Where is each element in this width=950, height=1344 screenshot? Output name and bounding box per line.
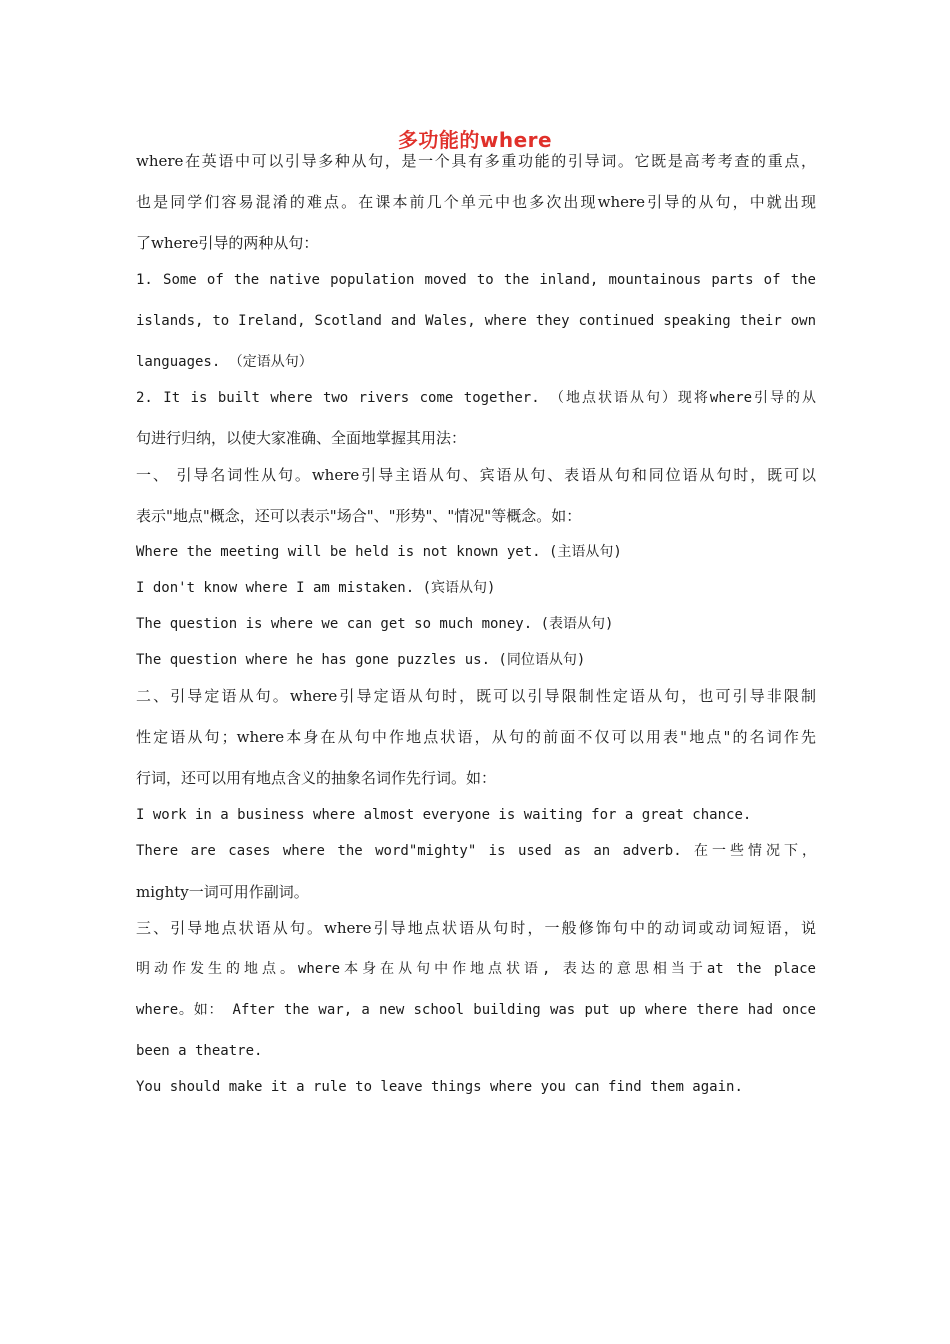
- section3-heading-line-4: been a theatre.: [136, 1043, 263, 1059]
- section1-example-predicative: The question is where we can get so much money. (表语从句): [136, 616, 614, 632]
- section3-heading-line-3: where。如： After the war, a new school building was put up where there had once: [136, 1002, 816, 1018]
- section3-heading-line-2: 明动作发生的地点。where本身在从句中作地点状语, 表达的意思相当于at the place: [136, 961, 816, 977]
- intro-line-2: 也是同学们容易混淆的难点。在课本前几个单元中也多次出现where引导的从句，中就出现: [136, 193, 816, 211]
- section1-example-object: I don't know where I am mistaken. (宾语从句): [136, 580, 496, 596]
- section2-example-2: There are cases where the word"mighty" is used as an adverb. 在一些情况下，: [136, 843, 816, 859]
- section3-example-1: You should make it a rule to leave things where you can find them again.: [136, 1079, 743, 1095]
- example2-line-2: 句进行归纳，以使大家准确、全面地掌握其用法：: [136, 429, 467, 447]
- example2-line-1: 2. It is built where two rivers come together. （地点状语从句）现将where引导的从: [136, 390, 816, 406]
- section1-heading-line-1: 一、 引导名词性从句。where引导主语从句、宾语从句、表语从句和同位语从句时，既可以: [136, 466, 816, 484]
- section3-heading-line-1: 三、引导地点状语从句。where引导地点状语从句时，一般修饰句中的动词或动词短语，说: [136, 919, 816, 937]
- intro-line-1: where在英语中可以引导多种从句，是一个具有多重功能的引导词。它既是高考考查的重点，: [136, 152, 816, 170]
- section1-heading-line-2: 表示"地点"概念，还可以表示"场合"、"形势"、"情况"等概念。如：: [136, 507, 582, 525]
- section1-example-subject: Where the meeting will be held is not known yet. (主语从句): [136, 544, 622, 560]
- section2-heading-line-3: 行词，还可以用有地点含义的抽象名词作先行词。如：: [136, 769, 497, 787]
- example1-line-1: 1. Some of the native population moved to the inland, mountainous parts of the: [136, 272, 816, 288]
- intro-line-3: 了where引导的两种从句：: [136, 234, 319, 252]
- section1-example-appositive: The question where he has gone puzzles us. (同位语从句): [136, 652, 586, 668]
- section2-example-1: I work in a business where almost everyone is waiting for a great chance.: [136, 807, 752, 823]
- example1-line-2: islands, to Ireland, Scotland and Wales, where they continued speaking their own: [136, 313, 816, 329]
- section2-heading-line-2: 性定语从句；where本身在从句中作地点状语，从句的前面不仅可以用表"地点"的名词作先: [136, 728, 816, 746]
- section2-example-2-translation: mighty一词可用作副词。: [136, 883, 309, 901]
- section2-heading-line-1: 二、引导定语从句。where引导定语从句时，既可以引导限制性定语从句，也可引导非限制: [136, 687, 816, 705]
- example1-line-3: languages. （定语从句）: [136, 354, 313, 370]
- page-title: 多功能的where: [397, 128, 553, 152]
